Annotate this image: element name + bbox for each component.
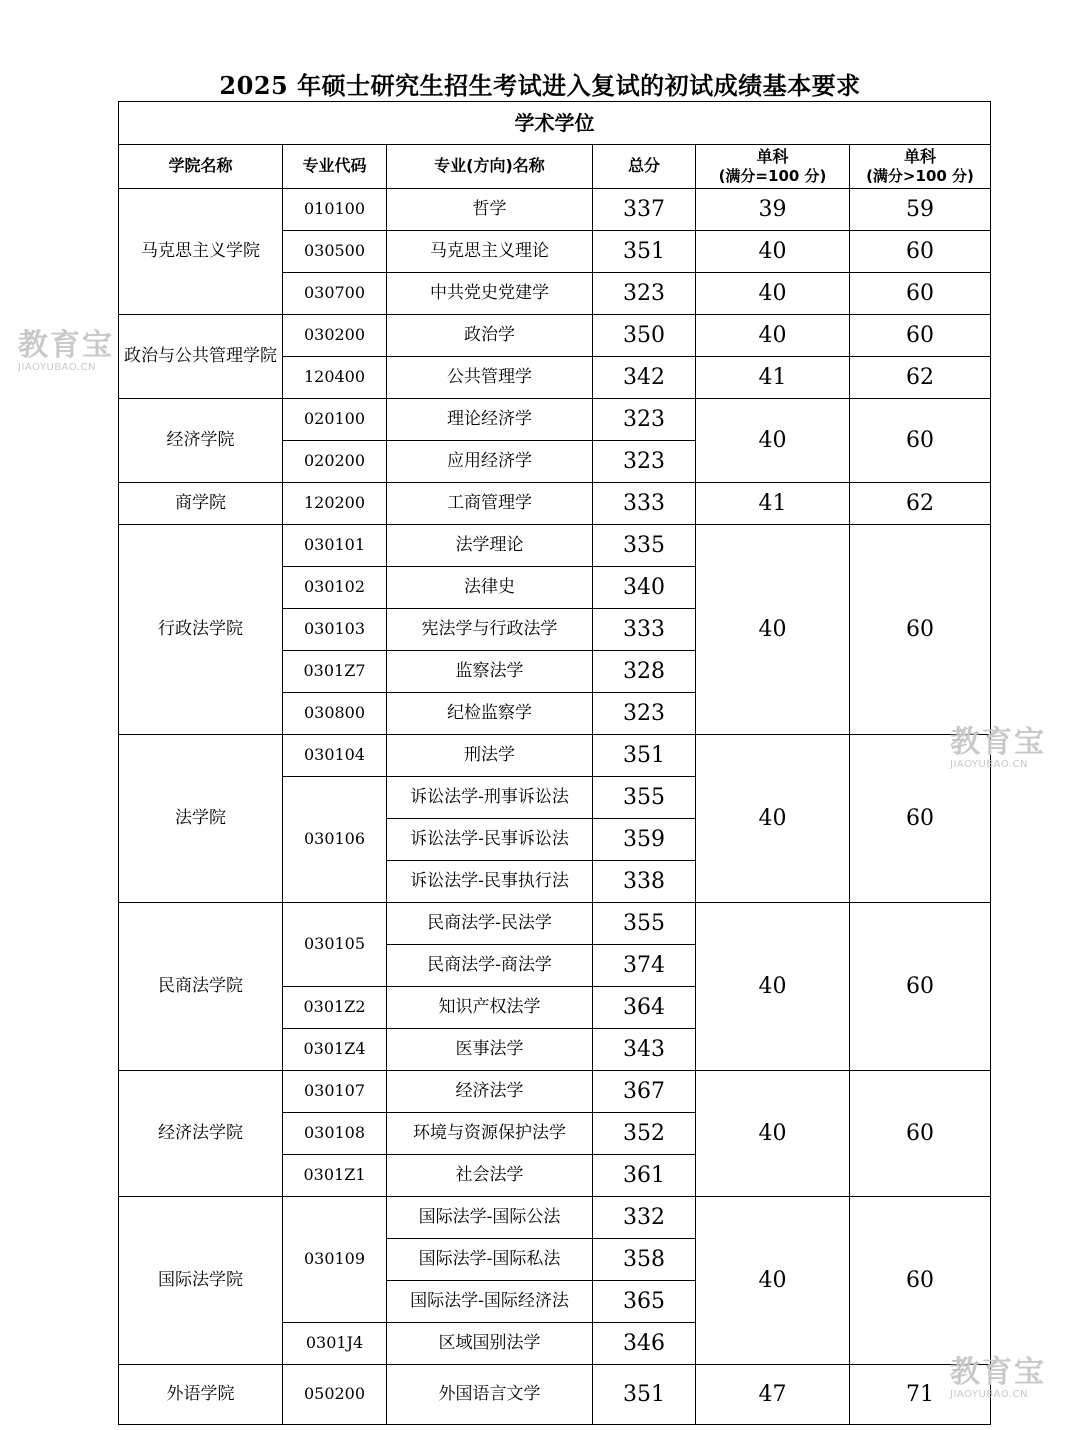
major-code: 030500 [283,231,387,273]
total-score: 359 [593,819,696,861]
score-table [118,101,991,1425]
header-single-gt100 [850,145,991,189]
major-name: 知识产权法学 [387,987,593,1029]
header-code: 专业代码 [283,145,387,189]
table-row [119,1197,991,1239]
total-score: 355 [593,777,696,819]
page-title: 2025 年硕士研究生招生考试进入复试的初试成绩基本要求 [219,71,861,100]
single-score-gt100: 60 [850,903,991,1071]
college-cell: 政治与公共管理学院 [119,315,283,399]
header-single-label: 单科 [756,147,789,167]
major-code: 020200 [283,441,387,483]
header-single-100 [696,145,850,189]
major-code: 050200 [283,1365,387,1425]
college-cell: 法学院 [119,735,283,903]
watermark-brand: 教育宝 [950,1355,1046,1390]
table-row [119,1365,991,1425]
total-score: 340 [593,567,696,609]
single-score-100: 41 [696,483,850,525]
major-code: 0301Z4 [283,1029,387,1071]
major-code: 120400 [283,357,387,399]
major-name: 法学理论 [387,525,593,567]
total-score: 342 [593,357,696,399]
major-code: 030700 [283,273,387,315]
major-name: 宪法学与行政法学 [387,609,593,651]
table-row [119,399,991,441]
major-name: 国际法学-国际经济法 [387,1281,593,1323]
major-name: 马克思主义理论 [387,231,593,273]
college-cell: 经济学院 [119,399,283,483]
total-score: 323 [593,693,696,735]
total-score: 361 [593,1155,696,1197]
table-row [119,903,991,945]
major-name: 诉讼法学-民事执行法 [387,861,593,903]
major-code: 030106 [283,777,387,903]
major-name: 民商法学-民法学 [387,903,593,945]
total-score: 350 [593,315,696,357]
college-cell: 民商法学院 [119,903,283,1071]
table-row [119,525,991,567]
total-score: 346 [593,1323,696,1365]
major-code: 030109 [283,1197,387,1323]
single-score-100: 40 [696,231,850,273]
major-name: 理论经济学 [387,399,593,441]
college-cell: 商学院 [119,483,283,525]
major-name: 纪检监察学 [387,693,593,735]
total-score: 323 [593,399,696,441]
single-score-gt100: 60 [850,399,991,483]
watermark-domain: JIAOYUBAO.CN [18,362,96,373]
major-name: 经济法学 [387,1071,593,1113]
major-code: 030102 [283,567,387,609]
total-score: 365 [593,1281,696,1323]
total-score: 332 [593,1197,696,1239]
college-cell: 马克思主义学院 [119,189,283,315]
single-score-100: 40 [696,1197,850,1365]
watermark-logo [18,330,114,374]
single-score-gt100: 60 [850,1071,991,1197]
single-score-100: 40 [696,273,850,315]
major-code: 030103 [283,609,387,651]
major-code: 030200 [283,315,387,357]
table-row [119,315,991,357]
single-score-gt100: 59 [850,189,991,231]
total-score: 333 [593,609,696,651]
total-score: 337 [593,189,696,231]
single-score-gt100: 60 [850,273,991,315]
single-score-100: 41 [696,357,850,399]
major-name: 外国语言文学 [387,1365,593,1425]
single-score-gt100: 60 [850,735,991,903]
single-score-gt100: 60 [850,231,991,273]
major-code: 0301Z1 [283,1155,387,1197]
total-score: 351 [593,231,696,273]
major-name: 国际法学-国际私法 [387,1239,593,1281]
table-row [119,735,991,777]
total-score: 351 [593,735,696,777]
major-code: 030800 [283,693,387,735]
single-score-gt100: 71 [850,1365,991,1425]
header-total: 总分 [593,145,696,189]
major-name: 工商管理学 [387,483,593,525]
major-name: 诉讼法学-刑事诉讼法 [387,777,593,819]
college-cell: 行政法学院 [119,525,283,735]
major-name: 应用经济学 [387,441,593,483]
single-score-100: 40 [696,315,850,357]
major-code: 030104 [283,735,387,777]
major-name: 环境与资源保护法学 [387,1113,593,1155]
single-score-gt100: 62 [850,357,991,399]
watermark-brand: 教育宝 [18,328,114,363]
major-code: 030107 [283,1071,387,1113]
college-cell: 国际法学院 [119,1197,283,1365]
degree-type-banner: 学术学位 [119,102,991,145]
header-college: 学院名称 [119,145,283,189]
major-code: 0301J4 [283,1323,387,1365]
total-score: 335 [593,525,696,567]
total-score: 374 [593,945,696,987]
total-score: 367 [593,1071,696,1113]
single-score-100: 39 [696,189,850,231]
total-score: 352 [593,1113,696,1155]
single-score-100: 40 [696,903,850,1071]
major-name: 诉讼法学-民事诉讼法 [387,819,593,861]
college-cell: 外语学院 [119,1365,283,1425]
major-name: 区域国别法学 [387,1323,593,1365]
major-name: 社会法学 [387,1155,593,1197]
single-score-gt100: 60 [850,525,991,735]
major-code: 120200 [283,483,387,525]
major-name: 中共党史党建学 [387,273,593,315]
single-score-100: 40 [696,525,850,735]
total-score: 323 [593,273,696,315]
major-name: 法律史 [387,567,593,609]
header-major: 专业(方向)名称 [387,145,593,189]
header-single-sub: (满分>100 分) [866,166,974,185]
major-code: 030101 [283,525,387,567]
major-name: 医事法学 [387,1029,593,1071]
single-score-100: 40 [696,735,850,903]
watermark-brand: 教育宝 [950,725,1046,760]
single-score-gt100: 60 [850,315,991,357]
total-score: 351 [593,1365,696,1425]
major-code: 020100 [283,399,387,441]
college-cell: 经济法学院 [119,1071,283,1197]
table-row [119,189,991,231]
total-score: 343 [593,1029,696,1071]
single-score-100: 47 [696,1365,850,1425]
total-score: 358 [593,1239,696,1281]
major-name: 公共管理学 [387,357,593,399]
total-score: 323 [593,441,696,483]
total-score: 333 [593,483,696,525]
total-score: 338 [593,861,696,903]
single-score-gt100: 60 [850,1197,991,1365]
major-code: 030108 [283,1113,387,1155]
major-name: 监察法学 [387,651,593,693]
major-name: 民商法学-商法学 [387,945,593,987]
major-code: 0301Z2 [283,987,387,1029]
single-score-gt100: 62 [850,483,991,525]
major-name: 刑法学 [387,735,593,777]
table-row [119,483,991,525]
major-name: 国际法学-国际公法 [387,1197,593,1239]
major-name: 哲学 [387,189,593,231]
major-code: 0301Z7 [283,651,387,693]
single-score-100: 40 [696,399,850,483]
table-row [119,1071,991,1113]
major-code: 030105 [283,903,387,987]
watermark-domain: JIAOYUBAO.CN [950,759,1028,770]
total-score: 328 [593,651,696,693]
major-code: 010100 [283,189,387,231]
header-single-label: 单科 [903,147,936,167]
watermark-domain: JIAOYUBAO.CN [950,1389,1028,1400]
header-single-sub: (满分=100 分) [718,166,827,185]
major-name: 政治学 [387,315,593,357]
total-score: 364 [593,987,696,1029]
header-row [119,145,991,189]
single-score-100: 40 [696,1071,850,1197]
total-score: 355 [593,903,696,945]
